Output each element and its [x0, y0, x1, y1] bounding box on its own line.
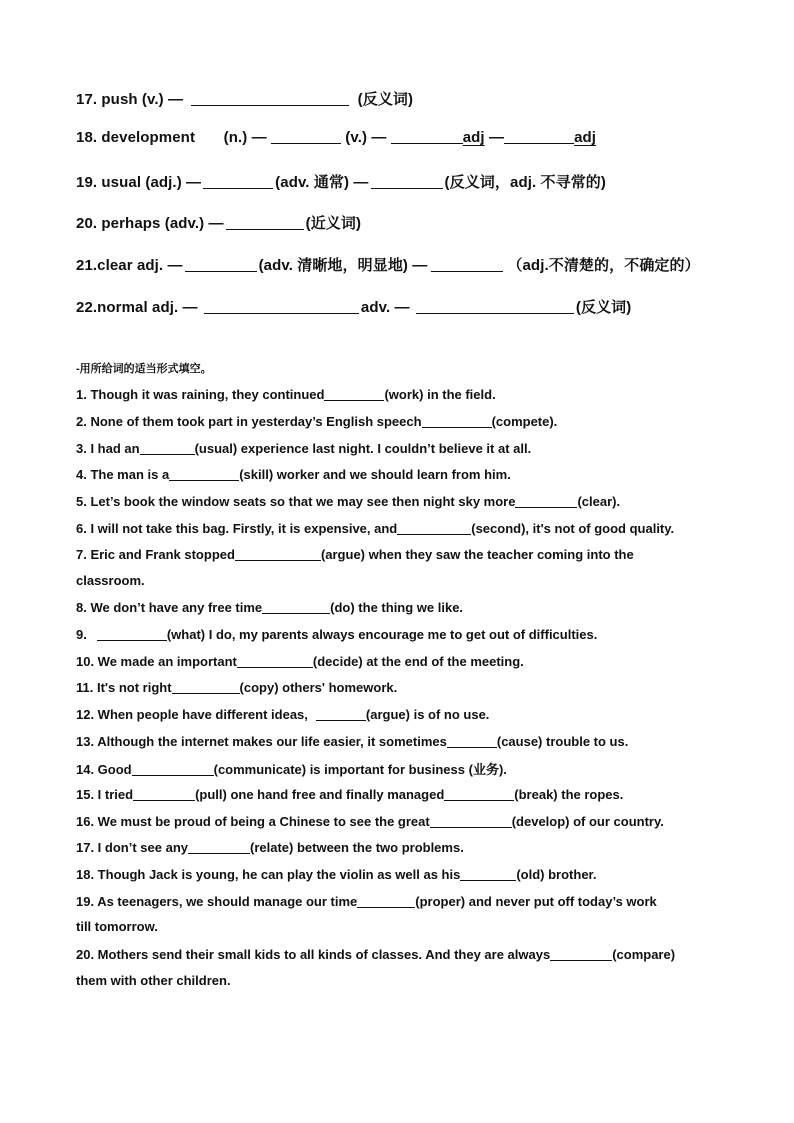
- answer-blank[interactable]: [447, 733, 497, 748]
- item-21-tail: （adj.不清楚的，不确定的）: [507, 257, 700, 274]
- line-text: classroom.: [76, 573, 145, 588]
- answer-blank[interactable]: [324, 386, 384, 401]
- answer-blank[interactable]: [185, 257, 257, 272]
- line-text: 19. As teenagers, we should manage our time: [76, 894, 358, 909]
- item-18-noun: (n.) —: [223, 129, 267, 146]
- item-22-text: 22.normal adj. —: [76, 299, 198, 316]
- item-21-text: 21.clear adj. —: [76, 257, 183, 274]
- exercise-line: [76, 413, 557, 429]
- exercise-line: [76, 759, 507, 778]
- word-form-item-17: [76, 88, 413, 109]
- line-text: (communicate) is important for business (业务).: [213, 762, 507, 777]
- exercise-line: [76, 653, 524, 669]
- line-text: 16. We must be proud of being a Chinese to see the great: [76, 814, 430, 829]
- answer-blank[interactable]: [391, 129, 463, 144]
- answer-blank[interactable]: [371, 174, 443, 189]
- item-18-dash: —: [488, 129, 505, 146]
- exercise-line: [76, 919, 158, 934]
- line-text: (skill) worker and we should learn from him.: [239, 467, 511, 482]
- exercise-line: [76, 973, 231, 988]
- line-text: 2. None of them took part in yesterday’s English speech: [76, 414, 422, 429]
- answer-blank[interactable]: [97, 626, 167, 641]
- item-20-tail: (近义词): [305, 215, 362, 232]
- answer-blank[interactable]: [430, 813, 512, 828]
- line-text: 18. Though Jack is young, he can play the violin as well as his: [76, 867, 461, 882]
- exercise-line: [76, 573, 145, 588]
- line-text: (compete).: [491, 414, 558, 429]
- line-text: 14. Good: [76, 762, 132, 777]
- exercise-line: [76, 626, 597, 642]
- item-18-verb: (v.) —: [345, 129, 387, 146]
- line-text: (pull) one hand free and finally managed: [195, 787, 445, 802]
- answer-blank[interactable]: [237, 653, 313, 668]
- answer-blank[interactable]: [460, 866, 516, 881]
- line-text: 7. Eric and Frank stopped: [76, 547, 235, 562]
- exercise-line: [76, 866, 597, 882]
- line-text: (second), it's not of good quality.: [471, 521, 675, 536]
- line-text: (do) the thing we like.: [330, 600, 464, 615]
- exercise-line: [76, 946, 675, 962]
- exercise-line: [76, 493, 620, 509]
- word-form-item-18: [76, 129, 596, 146]
- line-text: (relate) between the two problems.: [250, 840, 464, 855]
- answer-blank[interactable]: [422, 413, 492, 428]
- line-text: 12. When people have different ideas,: [76, 707, 308, 722]
- answer-blank[interactable]: [397, 520, 471, 535]
- word-form-item-20: [76, 212, 361, 233]
- answer-blank[interactable]: [169, 466, 239, 481]
- line-text: (old) brother.: [516, 867, 597, 882]
- exercise-line: [76, 786, 623, 802]
- item-17-text: 17. push (v.) —: [76, 91, 184, 108]
- word-form-item-19: [76, 171, 606, 192]
- line-text: 5. Let’s book the window seats so that we may see then night sky more: [76, 494, 516, 509]
- line-text: 17. I don’t see any: [76, 840, 188, 855]
- line-text: (what) I do, my parents always encourage me to get out of difficulties.: [166, 627, 598, 642]
- item-22-adv: adv. —: [360, 299, 410, 316]
- item-20-text: 20. perhaps (adv.) —: [76, 215, 224, 232]
- line-text: 1. Though it was raining, they continued: [76, 387, 325, 402]
- exercise-line: [76, 706, 489, 722]
- exercise-line: [76, 733, 628, 749]
- answer-blank[interactable]: [416, 299, 574, 314]
- line-text: (break) the ropes.: [514, 787, 624, 802]
- line-text: (argue) is of no use.: [365, 707, 490, 722]
- answer-blank[interactable]: [444, 786, 514, 801]
- answer-blank[interactable]: [316, 706, 366, 721]
- exercise-line: [76, 839, 464, 855]
- exercise-line: [76, 813, 664, 829]
- line-text: them with other children.: [76, 973, 231, 988]
- line-text: (cause) trouble to us.: [496, 734, 629, 749]
- line-text: 11. It's not right: [76, 680, 172, 695]
- line-text: 6. I will not take this bag. Firstly, it is expensive, and: [76, 521, 398, 536]
- line-text: (develop) of our country.: [511, 814, 664, 829]
- line-text: 15. I tried: [76, 787, 134, 802]
- line-text: (usual) experience last night. I couldn’t believe it at all.: [194, 441, 532, 456]
- exercise-line: [76, 893, 657, 909]
- answer-blank[interactable]: [204, 299, 359, 314]
- item-18-text: 18. development: [76, 129, 196, 146]
- answer-blank[interactable]: [357, 893, 415, 908]
- answer-blank[interactable]: [203, 174, 273, 189]
- exercise-line: [76, 679, 397, 695]
- answer-blank[interactable]: [271, 129, 341, 144]
- line-text: (clear).: [577, 494, 621, 509]
- exercise-line: [76, 599, 463, 615]
- line-text: (decide) at the end of the meeting.: [312, 654, 524, 669]
- item-21-adv: (adv. 清晰地，明显地) —: [258, 257, 428, 274]
- answer-blank[interactable]: [132, 761, 214, 776]
- line-text: 9.: [76, 627, 87, 642]
- line-text: 4. The man is a: [76, 467, 170, 482]
- answer-blank[interactable]: [262, 599, 330, 614]
- item-19-tail: (反义词，adj. 不寻常的): [444, 174, 606, 191]
- line-text: till tomorrow.: [76, 919, 158, 934]
- line-text: 10. We made an important: [76, 654, 237, 669]
- item-17-tail: (反义词): [357, 91, 414, 108]
- exercise-line: [76, 440, 531, 456]
- line-text: 8. We don’t have any free time: [76, 600, 263, 615]
- answer-blank[interactable]: [191, 91, 349, 106]
- answer-blank[interactable]: [550, 946, 612, 961]
- line-text: 13. Although the internet makes our life easier, it sometimes: [76, 734, 447, 749]
- answer-blank[interactable]: [515, 493, 577, 508]
- answer-blank[interactable]: [226, 215, 304, 230]
- item-18-adj-1: adj: [462, 129, 485, 146]
- line-text: (proper) and never put off today’s work: [415, 894, 657, 909]
- answer-blank[interactable]: [235, 546, 321, 561]
- answer-blank[interactable]: [504, 129, 574, 144]
- line-text: (compare): [612, 947, 676, 962]
- word-form-item-22: [76, 296, 631, 317]
- section-instruction: -用所给词的适当形式填空。: [76, 363, 212, 375]
- item-19-text: 19. usual (adj.) —: [76, 174, 202, 191]
- answer-blank[interactable]: [188, 839, 250, 854]
- exercise-line: [76, 386, 496, 402]
- exercise-line: [76, 546, 634, 562]
- line-text: 20. Mothers send their small kids to all kinds of classes. And they are always: [76, 947, 551, 962]
- line-text: (copy) others' homework.: [239, 680, 398, 695]
- answer-blank[interactable]: [431, 257, 503, 272]
- item-18-adj-2: adj: [574, 129, 597, 146]
- exercise-line: [76, 520, 674, 536]
- answer-blank[interactable]: [140, 440, 195, 455]
- answer-blank[interactable]: [133, 786, 195, 801]
- answer-blank[interactable]: [172, 679, 240, 694]
- word-form-item-21: [76, 254, 700, 275]
- item-22-tail: (反义词): [575, 299, 632, 316]
- exercise-line: [76, 466, 511, 482]
- line-text: (argue) when they saw the teacher coming into the: [320, 547, 634, 562]
- line-text: (work) in the field.: [384, 387, 496, 402]
- item-19-adv: (adv. 通常) —: [275, 174, 369, 191]
- line-text: 3. I had an: [76, 441, 140, 456]
